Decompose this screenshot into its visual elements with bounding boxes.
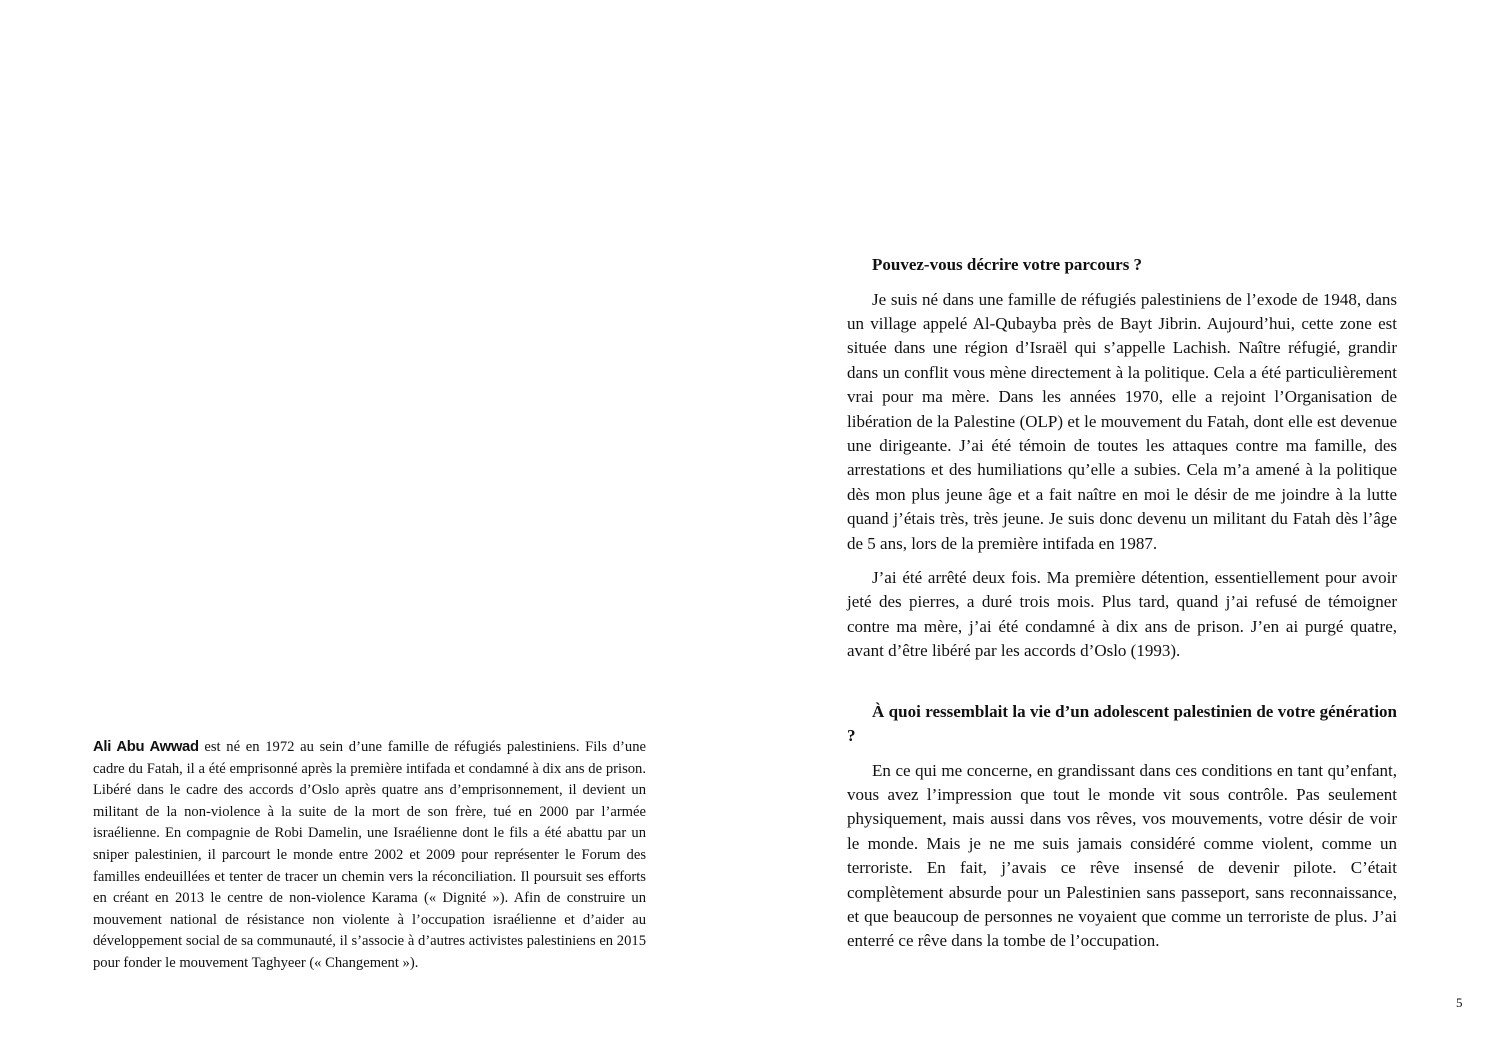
author-bio-text: est né en 1972 au sein d’une famille de réfugiés palestiniens. Fils d’une cadre du Fatah, il a été emprisonné après la première intifada et condamné à dix ans de prison. Libéré dans le cadre des accords d’Oslo après quatre ans d’emprisonnement, il devient un militant de la non-violence à la suite de la mort de son frère, tué en 2000 par l’armée israélienne. En compagnie de Robi Damelin, une Israélienne dont le fils a été abattu par un sniper palestinien, il parcourt le monde entre 2002 et 2009 pour représenter le Forum des familles endeuillées et tenter de tracer un chemin vers la réconciliation. Il poursuit ses efforts en créant en 2013 le centre de non-violence Karama (« Dignité »). Afin de construire un mouvement national de résistance non violente à l’occupation israélienne et d’aider au développement social de sa communauté, il s’associe à d’autres activistes palestiniens en 2015 pour fonder le mouvement Taghyeer (« Changement »). — [93, 739, 646, 971]
author-bio — [93, 737, 646, 975]
answer-paragraph: Je suis né dans une famille de réfugiés palestiniens de l’exode de 1948, dans un village appelé Al-Qubayba près de Bayt Jibrin. Aujourd’hui, cette zone est située dans une région d’Israël qui s’appelle Lachish. Naître réfugié, grandir dans un conflit vous mène directement à la politique. Cela a été particulièrement vrai pour ma mère. Dans les années 1970, elle a rejoint l’Organisation de libération de la Palestine (OLP) et le mouvement du Fatah, dont elle est devenue une dirigeante. J’ai été témoin de toutes les attaques contre ma famille, des arrestations et des humiliations qu’elle a subies. Cela m’a amené à la politique dès mon plus jeune âge et a fait naître en moi le désir de me joindre à la lutte quand j’étais très, très jeune. Je suis donc devenu un militant du Fatah dès l’âge de 5 ans, lors de la première intifada en 1987. — [847, 289, 1397, 553]
author-name: Ali Abu Awwad — [93, 739, 199, 755]
answer-paragraph: J’ai été arrêté deux fois. Ma première détention, essentiellement pour avoir jeté des pierres, a duré trois mois. Plus tard, quand j’ai refusé de témoigner contre ma mère, j’ai été condamné à dix ans de prison. J’en ai purgé quatre, avant d’être libéré par les accords d’Oslo (1993). — [847, 567, 1397, 661]
right-page-text — [847, 253, 1397, 954]
page-number: 5 — [1456, 995, 1463, 1010]
interview-question: À quoi ressemblait la vie d’un adolescent palestinien de votre génération ? — [847, 701, 1397, 746]
answer-paragraph: En ce qui me concerne, en grandissant dans ces conditions en tant qu’enfant, vous avez l’impression que tout le monde vit sous contrôle. Pas seulement physiquement, mais aussi dans vos rêves, vos mouvements, votre désir de voir le monde. Mais je ne me suis jamais considéré comme violent, comme un terroriste. En fait, j’avais ce rêve insensé de devenir pilote. C’était complètement absurde pour un Palestinien sans passeport, sans reconnaissance, et que beaucoup de personnes ne voyaient que comme un terroriste de plus. J’ai enterré ce rêve dans la tombe de l’occupation. — [847, 760, 1397, 951]
interview-question: Pouvez-vous décrire votre parcours ? — [872, 255, 1143, 274]
